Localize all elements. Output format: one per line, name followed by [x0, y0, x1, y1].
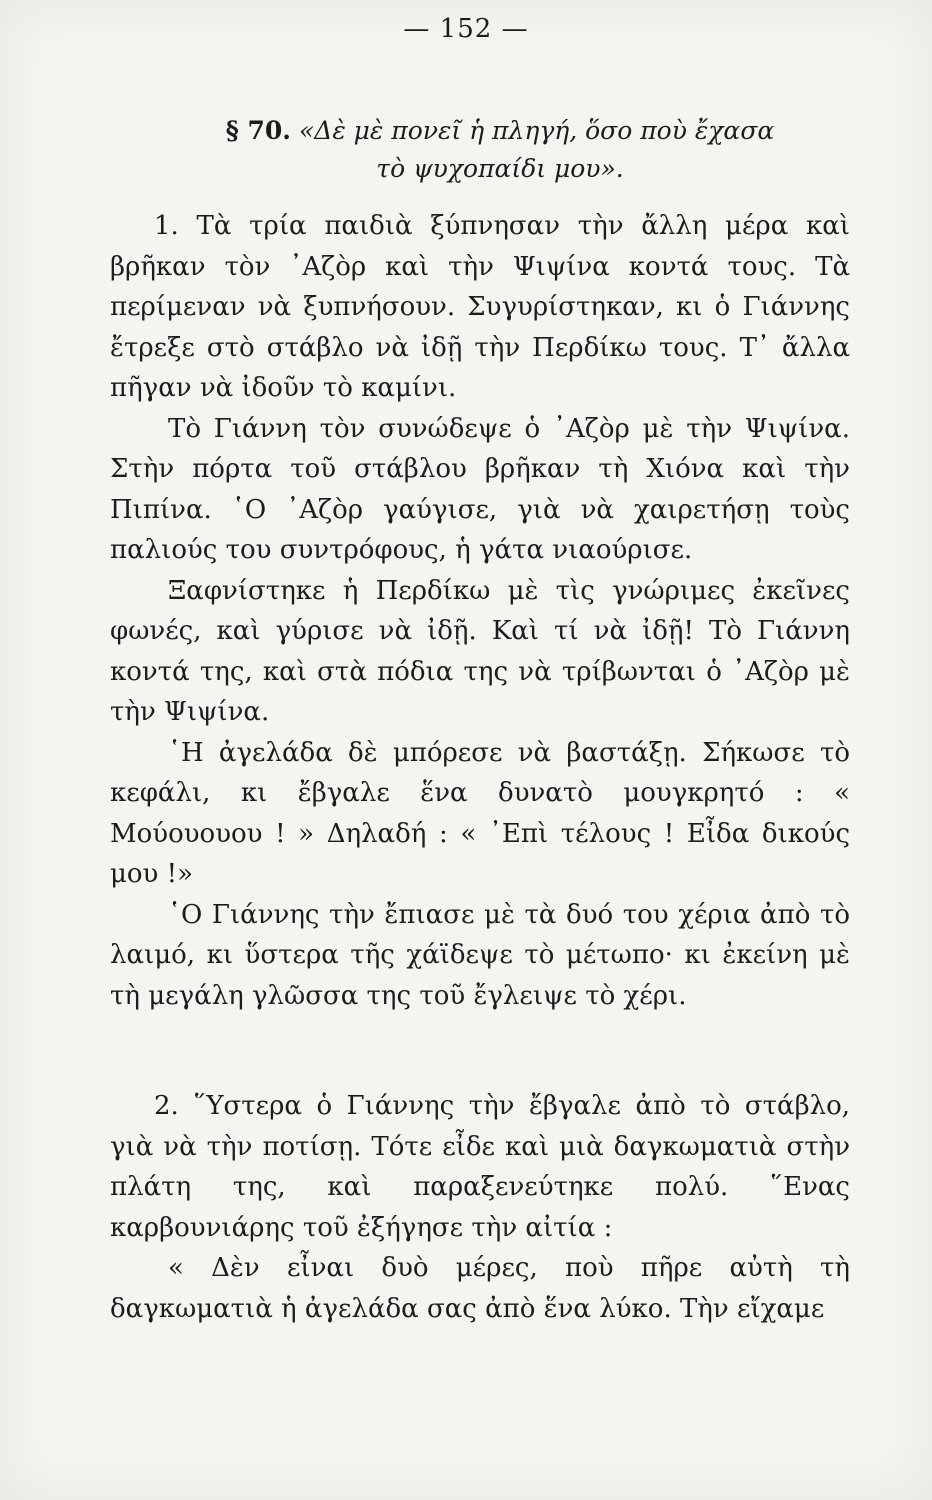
- paragraph-text: Τὰ τρία παιδιὰ ξύπνησαν τὴν ἄλλη μέρα καὶ βρῆκαν τὸν ᾿Αζὸρ καὶ τὴν Ψιψίνα κοντά τους. Τὰ περίμεναν νὰ ξυπνήσουν. Συγυρίστηκαν, κι ὁ Γιάννης ἔτρεξε στὸ στάβλο νὰ ἰδῇ τὴν Περδίκω τους. Τ᾿ ἄλλα πῆγαν νὰ ἰδοῦν τὸ καμίνι.: [110, 211, 850, 403]
- paragraph: [110, 206, 850, 409]
- section-1-text: [110, 206, 850, 1016]
- page-number: — 152 —: [403, 14, 529, 44]
- heading-title-line-1: «Δὲ μὲ πονεῖ ἡ πληγή, ὅσο ποὺ ἔχασα: [298, 116, 775, 145]
- paragraph-text: ῞Υστερα ὁ Γιάννης τὴν ἔβγαλε ἀπὸ τὸ στάβλο, γιὰ νὰ τὴν ποτίσῃ. Τότε εἶδε καὶ μιὰ δαγκωματιὰ στὴν πλάτη της, καὶ παραξενεύτηκε πολύ. ῞Ενας καρβουνιάρης τοῦ ἐξήγησε τὴν αἰτία :: [110, 1091, 851, 1243]
- paragraph-number: 2.: [154, 1091, 179, 1121]
- section-2-text: [110, 1086, 850, 1329]
- heading-title-line-2: τὸ ψυχοπαίδι μου».: [376, 154, 624, 183]
- paragraph: Τὸ Γιάννη τὸν συνώδεψε ὁ ᾿Αζὸρ μὲ τὴν Ψιψίνα. Στὴν πόρτα τοῦ στάβλου βρῆκαν τὴ Χιόνα καὶ τὴν Πιπίνα. ῾Ο ᾿Αζὸρ γαύγισε, γιὰ νὰ χαιρετήσῃ τοὺς παλιούς του συντρόφους, ἡ γάτα νιαούρισε.: [110, 413, 850, 565]
- paragraph: ῾Ο Γιάννης τὴν ἔπιασε μὲ τὰ δυό του χέρια ἀπὸ τὸ λαιμό, κι ὕστερα τῆς χάϊδεψε τὸ μέτωπο· κι ἐκείνη μὲ τὴ μεγάλη γλῶσσα της τοῦ ἔγλειψε τὸ χέρι.: [110, 899, 850, 1011]
- paragraph: [110, 1086, 850, 1248]
- paragraph-number: 1.: [154, 211, 179, 241]
- heading-line-1: [170, 112, 830, 150]
- paragraph: « Δὲν εἶναι δυὸ μέρες, ποὺ πῆρε αὐτὴ τὴ δαγκωματιὰ ἡ ἀγελάδα σας ἀπὸ ἕνα λύκο. Τὴν εἴχαμε: [110, 1253, 850, 1324]
- paragraph: Ξαφνίστηκε ἡ Περδίκω μὲ τὶς γνώριμες ἐκεῖνες φωνές, καὶ γύρισε νὰ ἰδῇ. Καὶ τί νὰ ἰδῇ! Τὸ Γιάννη κοντά της, καὶ στὰ πόδια της νὰ τρίβωνται ὁ ᾿Αζὸρ μὲ τὴν Ψιψίνα.: [110, 575, 850, 727]
- paragraph: ῾Η ἀγελάδα δὲ μπόρεσε νὰ βαστάξῃ. Σήκωσε τὸ κεφάλι, κι ἔβγαλε ἕνα δυνατὸ μουγκρητό : « Μούουουου ! » Δηλαδή : « ᾿Επὶ τέλους ! Εἶδα δικούς μου !»: [110, 737, 850, 889]
- section-heading: [170, 112, 830, 188]
- section-number: § 70.: [225, 116, 292, 145]
